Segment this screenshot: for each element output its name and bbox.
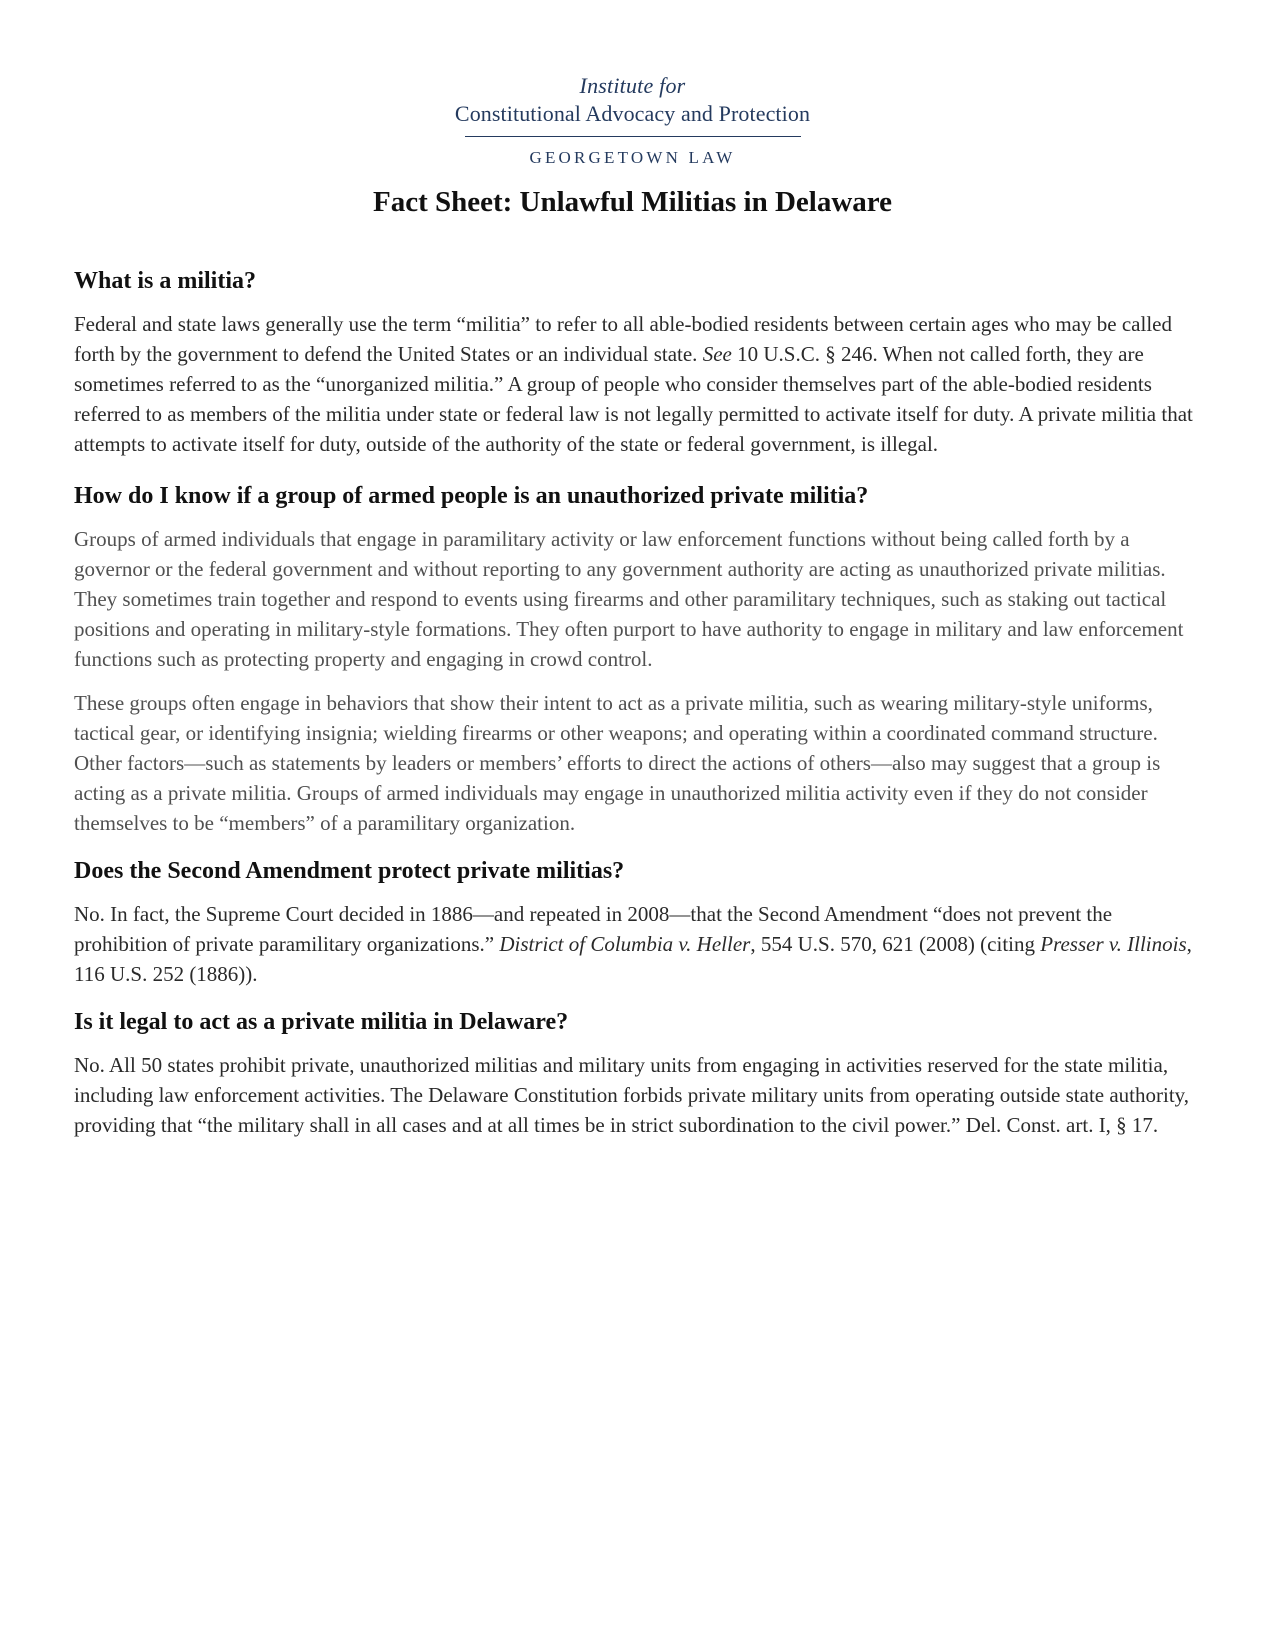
document-body	[74, 266, 1204, 1154]
citation-signal: See	[702, 342, 732, 366]
section-paragraph: No. All 50 states prohibit private, unauthorized militias and military units from engaging in activities reserved for the state militia, including law enforcement activities. The Delaware Constitution forbids private military units from operating outside state authority, providing that “the military shall in all cases and at all times be in strict subordination to the civil power.” Del. Const. art. I, § 17.	[74, 1053, 1190, 1137]
section-what-is-militia	[74, 266, 1204, 459]
section-paragraph	[74, 899, 1204, 989]
paragraph-text: , 116 U.S. 252 (1886)).	[74, 932, 1192, 986]
section-paragraph	[74, 309, 1204, 459]
section-paragraph: Groups of armed individuals that engage in paramilitary activity or law enforcement functions without being called forth by a governor or the federal government and without reporting to any government authority are acting as unauthorized private militias. They sometimes train together and respond to events using firearms and other paramilitary techniques, such as staking out tactical positions and operating in military-style formations. They often purport to have authority to engage in military and law enforcement functions such as protecting property and engaging in crowd control.	[74, 527, 1184, 671]
section-heading: Is it legal to act as a private militia in Delaware?	[74, 1009, 569, 1035]
section-heading: What is a militia?	[74, 268, 257, 294]
paragraph-text: No. In fact, the Supreme Court decided in 1886—and repeated in 2008—that the Second Amendment “does not prevent the prohibition of private paramilitary organizations.”	[74, 902, 1113, 956]
section-delaware-law	[74, 1007, 1204, 1140]
page-title: Fact Sheet: Unlawful Militias in Delaware	[373, 186, 892, 218]
section-paragraph: These groups often engage in behaviors that show their intent to act as a private militia, such as wearing military-style uniforms, tactical gear, or identifying insignia; wielding firearms or other weapons; and operating within a coordinated command structure. Other factors—such as statements by leaders or members’ efforts to direct the actions of others—also may suggest that a group is acting as a private militia. Groups of armed individuals may engage in unauthorized militia activity even if they do not consider themselves to be “members” of a paramilitary organization.	[74, 691, 1161, 835]
paragraph-text: Federal and state laws generally use the term “militia” to refer to all able-bodied residents between certain ages who may be called forth by the government to defend the United States or an individual state.	[74, 312, 1172, 366]
section-second-amendment	[74, 856, 1204, 989]
section-heading: Does the Second Amendment protect private militias?	[74, 858, 625, 884]
logo-line-institute-name: Constitutional Advocacy and Protection	[454, 101, 811, 126]
logo-line-institute-for: Institute for	[579, 73, 686, 98]
logo-line-georgetown-law: GEORGETOWN LAW	[529, 148, 736, 167]
section-unauthorized-militia	[74, 481, 1204, 838]
institute-logo	[0, 72, 1265, 169]
section-heading: How do I know if a group of armed people is an unauthorized private militia?	[74, 483, 869, 509]
paragraph-text: , 554 U.S. 570, 621 (2008) (citing	[750, 932, 1041, 956]
logo-divider	[465, 136, 801, 137]
case-citation: District of Columbia v. Heller	[499, 932, 751, 956]
paragraph-text: 10 U.S.C. § 246. When not called forth, they are sometimes referred to as the “unorganized militia.” A group of people who consider themselves part of the able-bodied residents referred to as members of the militia under state or federal law is not legally permitted to activate itself for duty. A private militia that attempts to activate itself for duty, outside of the authority of the state or federal government, is illegal.	[74, 342, 1193, 456]
case-citation: Presser v. Illinois	[1040, 932, 1187, 956]
